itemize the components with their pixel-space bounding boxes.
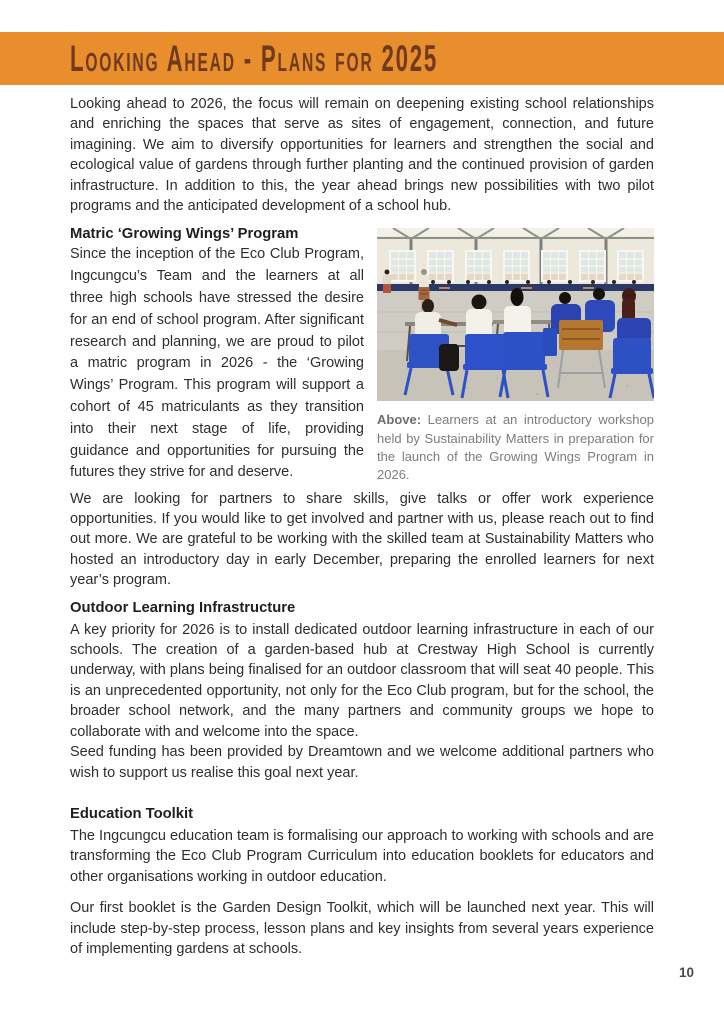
toolkit-body-2: Our first booklet is the Garden Design Toolkit, which will be launched next year. This will include step-by-step process, lesson plans and key insights from several years experience of implementing gardens at schools. <box>70 900 654 957</box>
photo-column <box>377 225 654 484</box>
page-title: Looking Ahead - Plans for 2025 <box>70 37 439 79</box>
toolkit-heading: Education Toolkit <box>70 805 194 822</box>
toolkit-section <box>70 805 654 959</box>
matric-body: Since the inception of the Eco Club Program, Ingcungcu’s Team and the learners at all three high schools have stressed the desire for an end of school program. After significant research and planning, we are proud to pilot a matric program in 2026 - the ‘Growing Wings’ Program. This program will support a cohort of 45 matriculants as they transition into their next stage of life, providing guidance and opportunities for pursuing the futures they strive for and deserve. <box>70 246 364 481</box>
caption-label: Above: <box>377 412 422 428</box>
page-number: 10 <box>678 965 694 980</box>
section-header-banner <box>0 32 724 85</box>
page-content <box>0 94 724 959</box>
outdoor-section <box>70 599 654 783</box>
intro-paragraph: Looking ahead to 2026, the focus will remain on deepening existing school relationships and enriching the spaces that serve as sites of engagement, connection, and future imagining. We aim to diversify opportunities for learners and strengthen the social and ecological value of gardens through further planting and the continued provision of garden infrastructure. In addition to this, the year ahead brings new possibilities with two pilot programs and the anticipated development of a school hub. <box>70 96 654 215</box>
photo-caption <box>377 411 654 484</box>
matric-heading: Matric ‘Growing Wings’ Program <box>70 226 299 243</box>
matric-section <box>70 225 654 484</box>
caption-text: Learners at an introductory workshop held by Sustainability Matters in preparation for the launch of the Growing Wings Program in 2026. <box>377 412 654 483</box>
outdoor-heading: Outdoor Learning Infrastructure <box>70 599 296 616</box>
matric-followup-paragraph: We are looking for partners to share skills, give talks or offer work experience opportunities. If you would like to get involved and partner with us, please reach out to find out more. We are grateful to be working with the skilled team at Sustainability Matters who hosted an introductory day in early December, preparing the enrolled learners for next year’s program. <box>70 490 654 589</box>
toolkit-body-1: The Ingcungcu education team is formalising our approach to working with schools and are transforming the Eco Club Program Curriculum into education booklets for educators and other organisations working in outdoor education. <box>70 827 654 885</box>
matric-text-column <box>70 225 364 484</box>
outdoor-body-2: Seed funding has been provided by Dreamtown and we welcome additional partners who wish to support us realise this goal next year. <box>70 744 654 781</box>
outdoor-body-1: A key priority for 2026 is to install dedicated outdoor learning infrastructure in each of our schools. The creation of a garden-based hub at Crestway High School is currently underway, with plans being finalised for an outdoor classroom that will seat 40 people. This is an unprecedented opportunity, not only for the Eco Club program, but for the school, the broader school network, and the many partners and community groups we hope to collaborate with and welcome into the space. <box>70 621 654 740</box>
workshop-photo <box>377 228 654 401</box>
